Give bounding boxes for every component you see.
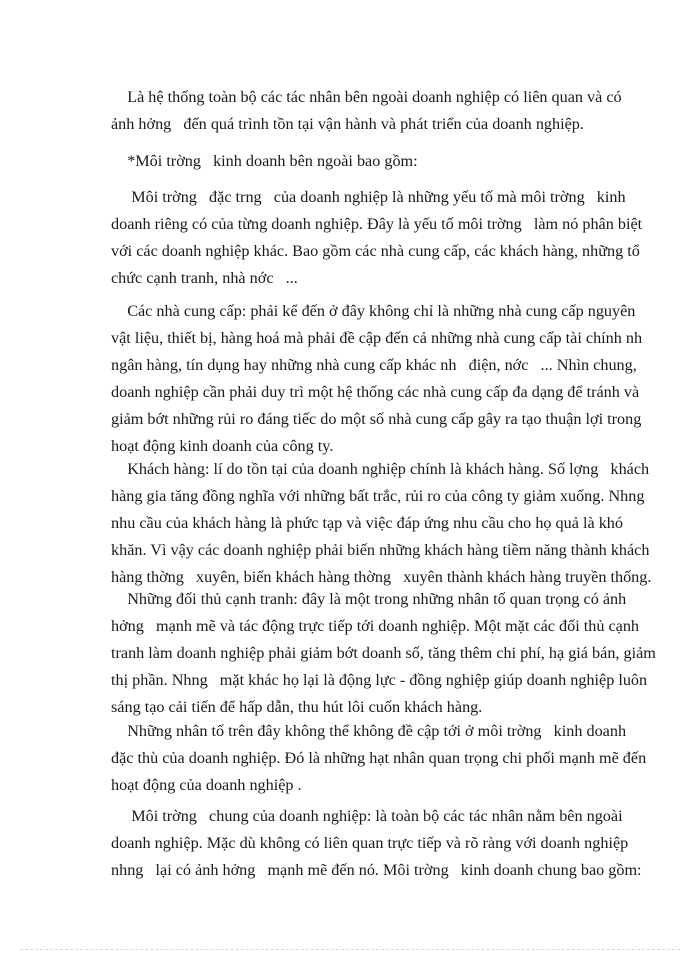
text-line: Những nhân tố trên đây không thể không đề cập tới ở môi trờng kinh doanh	[111, 722, 627, 740]
paragraph-summary-factors	[111, 718, 646, 799]
paragraph-external-environment-heading	[111, 148, 646, 175]
text-line: nhu cầu của khách hàng là phức tạp và việc đáp ứng nhu cầu cho họ quả là khó	[111, 514, 623, 532]
paragraph-external-environment-definition	[111, 84, 646, 138]
paragraph-general-environment	[111, 803, 646, 884]
text-line: hoạt động kinh doanh của công ty.	[111, 437, 334, 455]
text-line: nhng lại có ảnh hởng mạnh mẽ đến nó. Môi trờng kinh doanh chung bao gồm:	[111, 861, 642, 879]
paragraph-competitors	[111, 586, 656, 721]
text-line: khăn. Vì vậy các doanh nghiệp phải biến những khách hàng tiềm năng thành khách	[111, 541, 650, 559]
paragraph-specific-environment	[111, 184, 646, 292]
text-line: đặc thù của doanh nghiệp. Đó là những hạt nhân quan trọng chi phối mạnh mẽ đến	[111, 749, 647, 767]
text-line: thị phần. Nhng mặt khác họ lại là động lực - đồng nghiệp giúp doanh nghiệp luôn	[111, 671, 648, 689]
text-line: Môi trờng chung của doanh nghiệp: là toàn bộ các tác nhân nằm bên ngoài	[111, 807, 623, 825]
text-line: ảnh hởng đến quá trình tồn tại vận hành và phát triển của doanh nghiệp.	[111, 115, 584, 133]
text-line: doanh nghiệp. Mặc dù không có liên quan trực tiếp và rõ ràng với doanh nghiệp	[111, 834, 629, 852]
text-line: vật liệu, thiết bị, hàng hoá mà phải đề cập đến cả những nhà cung cấp tài chính nh	[111, 329, 643, 347]
text-line: chức cạnh tranh, nhà nớc ...	[111, 269, 298, 287]
paragraph-suppliers	[111, 298, 646, 460]
text-line: với các doanh nghiệp khác. Bao gồm các nhà cung cấp, các khách hàng, những tổ	[111, 242, 640, 260]
text-line: doanh nghiệp cần phải duy trì một hệ thống các nhà cung cấp đa dạng để tránh và	[111, 383, 640, 401]
text-line: giảm bớt những rủi ro đáng tiếc do một số nhà cung cấp gây ra tạo thuận lợi trong	[111, 410, 642, 428]
text-line: Những đối thủ cạnh tranh: đây là một trong những nhân tố quan trọng có ảnh	[111, 590, 627, 608]
text-line: hàng gia tăng đồng nghĩa với những bất trắc, rủi ro của công ty giảm xuống. Nhng	[111, 487, 645, 505]
text-line: Môi trờng đặc trng của doanh nghiệp là những yếu tố mà môi trờng kinh	[111, 188, 626, 206]
paragraph-customers	[111, 456, 652, 591]
text-line: Các nhà cung cấp: phải kể đến ở đây không chỉ là những nhà cung cấp nguyên	[111, 302, 636, 320]
text-line: *Môi trờng kinh doanh bên ngoài bao gồm:	[111, 152, 418, 170]
text-line: tranh làm doanh nghiệp phải giảm bớt doanh số, tăng thêm chi phí, hạ giá bán, giảm	[111, 644, 656, 662]
text-line: Là hệ thống toàn bộ các tác nhân bên ngoài doanh nghiệp có liên quan và có	[111, 88, 622, 106]
page-bottom-divider	[20, 949, 680, 950]
text-line: hoạt động của doanh nghiệp .	[111, 776, 302, 794]
text-line: doanh riêng có của từng doanh nghiệp. Đây là yếu tố môi trờng làm nó phân biệt	[111, 215, 643, 233]
text-line: sáng tạo cải tiến để hấp dẫn, thu hút lôi cuốn khách hàng.	[111, 698, 483, 716]
text-line: hàng thờng xuyên, biến khách hàng thờng xuyên thành khách hàng truyền thống.	[111, 568, 652, 586]
text-line: ngân hàng, tín dụng hay những nhà cung cấp khác nh điện, nớc ... Nhìn chung,	[111, 356, 637, 374]
text-line: Khách hàng: lí do tồn tại của doanh nghiệp chính là khách hàng. Số lợng khách	[111, 460, 650, 478]
text-line: hởng mạnh mẽ và tác động trực tiếp tới doanh nghiệp. Một mặt các đối thủ cạnh	[111, 617, 640, 635]
